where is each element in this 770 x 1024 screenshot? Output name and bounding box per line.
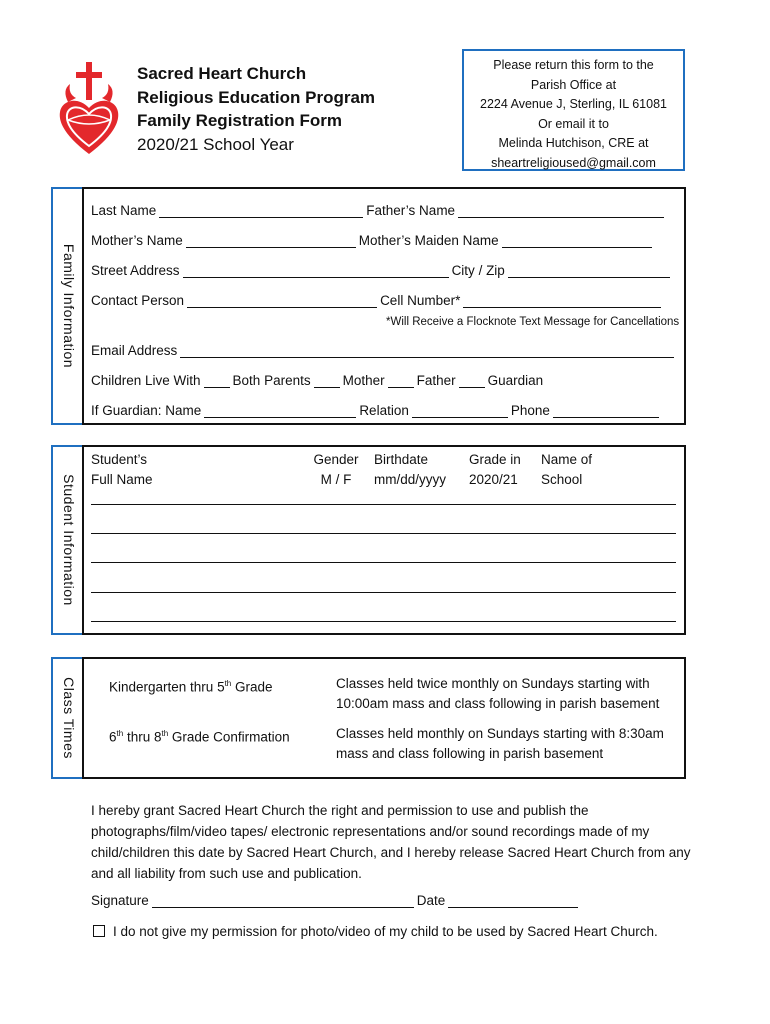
col-birthdate-line1: Birthdate [374, 452, 429, 467]
return-contact: Melinda Hutchison, CRE at [498, 136, 649, 150]
col-gender-line1: Gender [313, 452, 359, 467]
optout-label: I do not give my permission for photo/video of my child to be used by Sacred Heart Church. [113, 924, 658, 939]
k5-grade-label [109, 674, 273, 698]
student-entry-line[interactable] [91, 504, 676, 505]
col-student-name-line2: Full Name [91, 472, 153, 487]
program-name: Religious Education Program [137, 87, 376, 107]
family-information-label: Family Information [60, 243, 77, 369]
student-entry-line[interactable] [91, 621, 676, 622]
c6-schedule-line2: mass and class following in parish basement [336, 746, 604, 761]
student-entry-line[interactable] [91, 562, 676, 563]
church-name: Sacred Heart Church [137, 64, 307, 83]
col-grade-line2: 2020/21 [469, 472, 518, 487]
row-children-live [91, 373, 543, 388]
k5-text: Kindergarten thru 5 [109, 679, 225, 695]
confirmation-grade-label [109, 724, 290, 748]
both-parents-field[interactable] [204, 374, 230, 388]
date-field[interactable] [448, 894, 578, 908]
guardian-name-field[interactable] [204, 404, 356, 418]
guardian-field[interactable] [459, 374, 485, 388]
col-student-name [91, 450, 153, 490]
consent-paragraph: I hereby grant Sacred Heart Church the right and permission to use and publish the photographs/film/video tapes/ electronic representations and/or sound recordings made of my child/children this date by Sacred Heart Church, and I hereby release Sacred Heart Church from any and all liability from such use and publication. [91, 803, 691, 881]
col-gender [311, 450, 361, 490]
col-birthdate [374, 450, 446, 490]
student-entry-line[interactable] [91, 533, 676, 534]
optout-row [93, 924, 658, 939]
student-information-label: Student Information [60, 474, 77, 606]
last-name-label: Last Name [91, 203, 157, 218]
k5-schedule [336, 674, 659, 714]
contact-person-label: Contact Person [91, 293, 185, 308]
k5-sup: th [224, 679, 232, 688]
mother-field[interactable] [314, 374, 340, 388]
row-guardian [91, 403, 662, 418]
street-address-label: Street Address [91, 263, 180, 278]
mother-label: Mother [342, 373, 385, 388]
father-label: Father [416, 373, 456, 388]
city-zip-field[interactable] [508, 264, 670, 278]
col-birthdate-line2: mm/dd/yyyy [374, 472, 447, 487]
last-name-field[interactable] [159, 204, 363, 218]
k5-text-end: Grade [231, 679, 273, 695]
row-mother [91, 233, 655, 248]
contact-person-field[interactable] [187, 294, 377, 308]
class-times-label: Class Times [60, 677, 77, 759]
student-entry-line[interactable] [91, 592, 676, 593]
signature-label: Signature [91, 893, 149, 908]
form-name: Family Registration Form [137, 111, 342, 130]
cell-number-field[interactable] [463, 294, 661, 308]
k5-schedule-line1: Classes held twice monthly on Sundays starting with [336, 676, 650, 691]
row-contact [91, 293, 664, 308]
return-line: Parish Office at [530, 77, 617, 92]
c6-sup2: th [161, 729, 169, 738]
mother-maiden-label: Mother’s Maiden Name [358, 233, 499, 248]
relation-label: Relation [359, 403, 409, 418]
cell-note-text: *Will Receive a Flocknote Text Message for Cancellations [386, 316, 680, 328]
phone-label: Phone [510, 403, 550, 418]
return-line: Or email it to [538, 116, 609, 131]
email-field[interactable] [180, 344, 674, 358]
children-live-label: Children Live With [91, 373, 201, 388]
col-grade-line1: Grade in [469, 452, 521, 467]
form-header [137, 62, 375, 156]
both-parents-label: Both Parents [232, 373, 311, 388]
col-gender-line2: M / F [320, 472, 352, 487]
c6-schedule-line1: Classes held monthly on Sundays starting with 8:30am [336, 726, 664, 741]
mother-name-field[interactable] [186, 234, 356, 248]
row-last-father [91, 203, 667, 218]
col-school [541, 450, 592, 490]
return-email[interactable]: sheartreligioused@gmail.com [491, 155, 656, 170]
k5-schedule-line2: 10:00am mass and class following in parish basement [336, 696, 660, 711]
relation-field[interactable] [412, 404, 508, 418]
father-field[interactable] [388, 374, 414, 388]
col-student-name-line1: Student’s [91, 452, 148, 467]
email-label: Email Address [91, 343, 178, 358]
return-line: Please return this form to the [493, 58, 654, 72]
city-zip-label: City / Zip [451, 263, 505, 278]
row-email [91, 343, 677, 358]
guardian-name-label: If Guardian: Name [91, 403, 202, 418]
school-year: 2020/21 School Year [137, 134, 294, 154]
street-address-field[interactable] [183, 264, 449, 278]
father-name-label: Father’s Name [366, 203, 456, 218]
mother-name-label: Mother’s Name [91, 233, 183, 248]
c6-sup1: th [116, 729, 124, 738]
cell-note [386, 316, 679, 328]
optout-checkbox[interactable] [93, 925, 105, 937]
confirmation-schedule [336, 724, 664, 764]
row-signature [91, 893, 581, 908]
family-information-tab [51, 187, 84, 425]
return-address: 2224 Avenue J, Sterling, IL 61081 [480, 97, 667, 111]
mother-maiden-field[interactable] [502, 234, 652, 248]
c6-text: 6 [109, 729, 117, 745]
c6-text-end: Grade Confirmation [168, 729, 290, 745]
guardian-label: Guardian [487, 373, 544, 388]
student-information-tab [51, 445, 84, 635]
col-school-line1: Name of [541, 452, 593, 467]
c6-text-mid: thru 8 [123, 729, 162, 745]
col-grade [469, 450, 521, 490]
row-address [91, 263, 673, 278]
cell-number-label: Cell Number* [380, 293, 461, 308]
phone-field[interactable] [553, 404, 659, 418]
sacred-heart-logo [56, 62, 122, 158]
class-times-tab [51, 657, 84, 779]
signature-field[interactable] [152, 894, 414, 908]
col-school-line2: School [541, 472, 583, 487]
date-label: Date [416, 893, 446, 908]
father-name-field[interactable] [458, 204, 664, 218]
return-instructions-box [462, 49, 685, 171]
